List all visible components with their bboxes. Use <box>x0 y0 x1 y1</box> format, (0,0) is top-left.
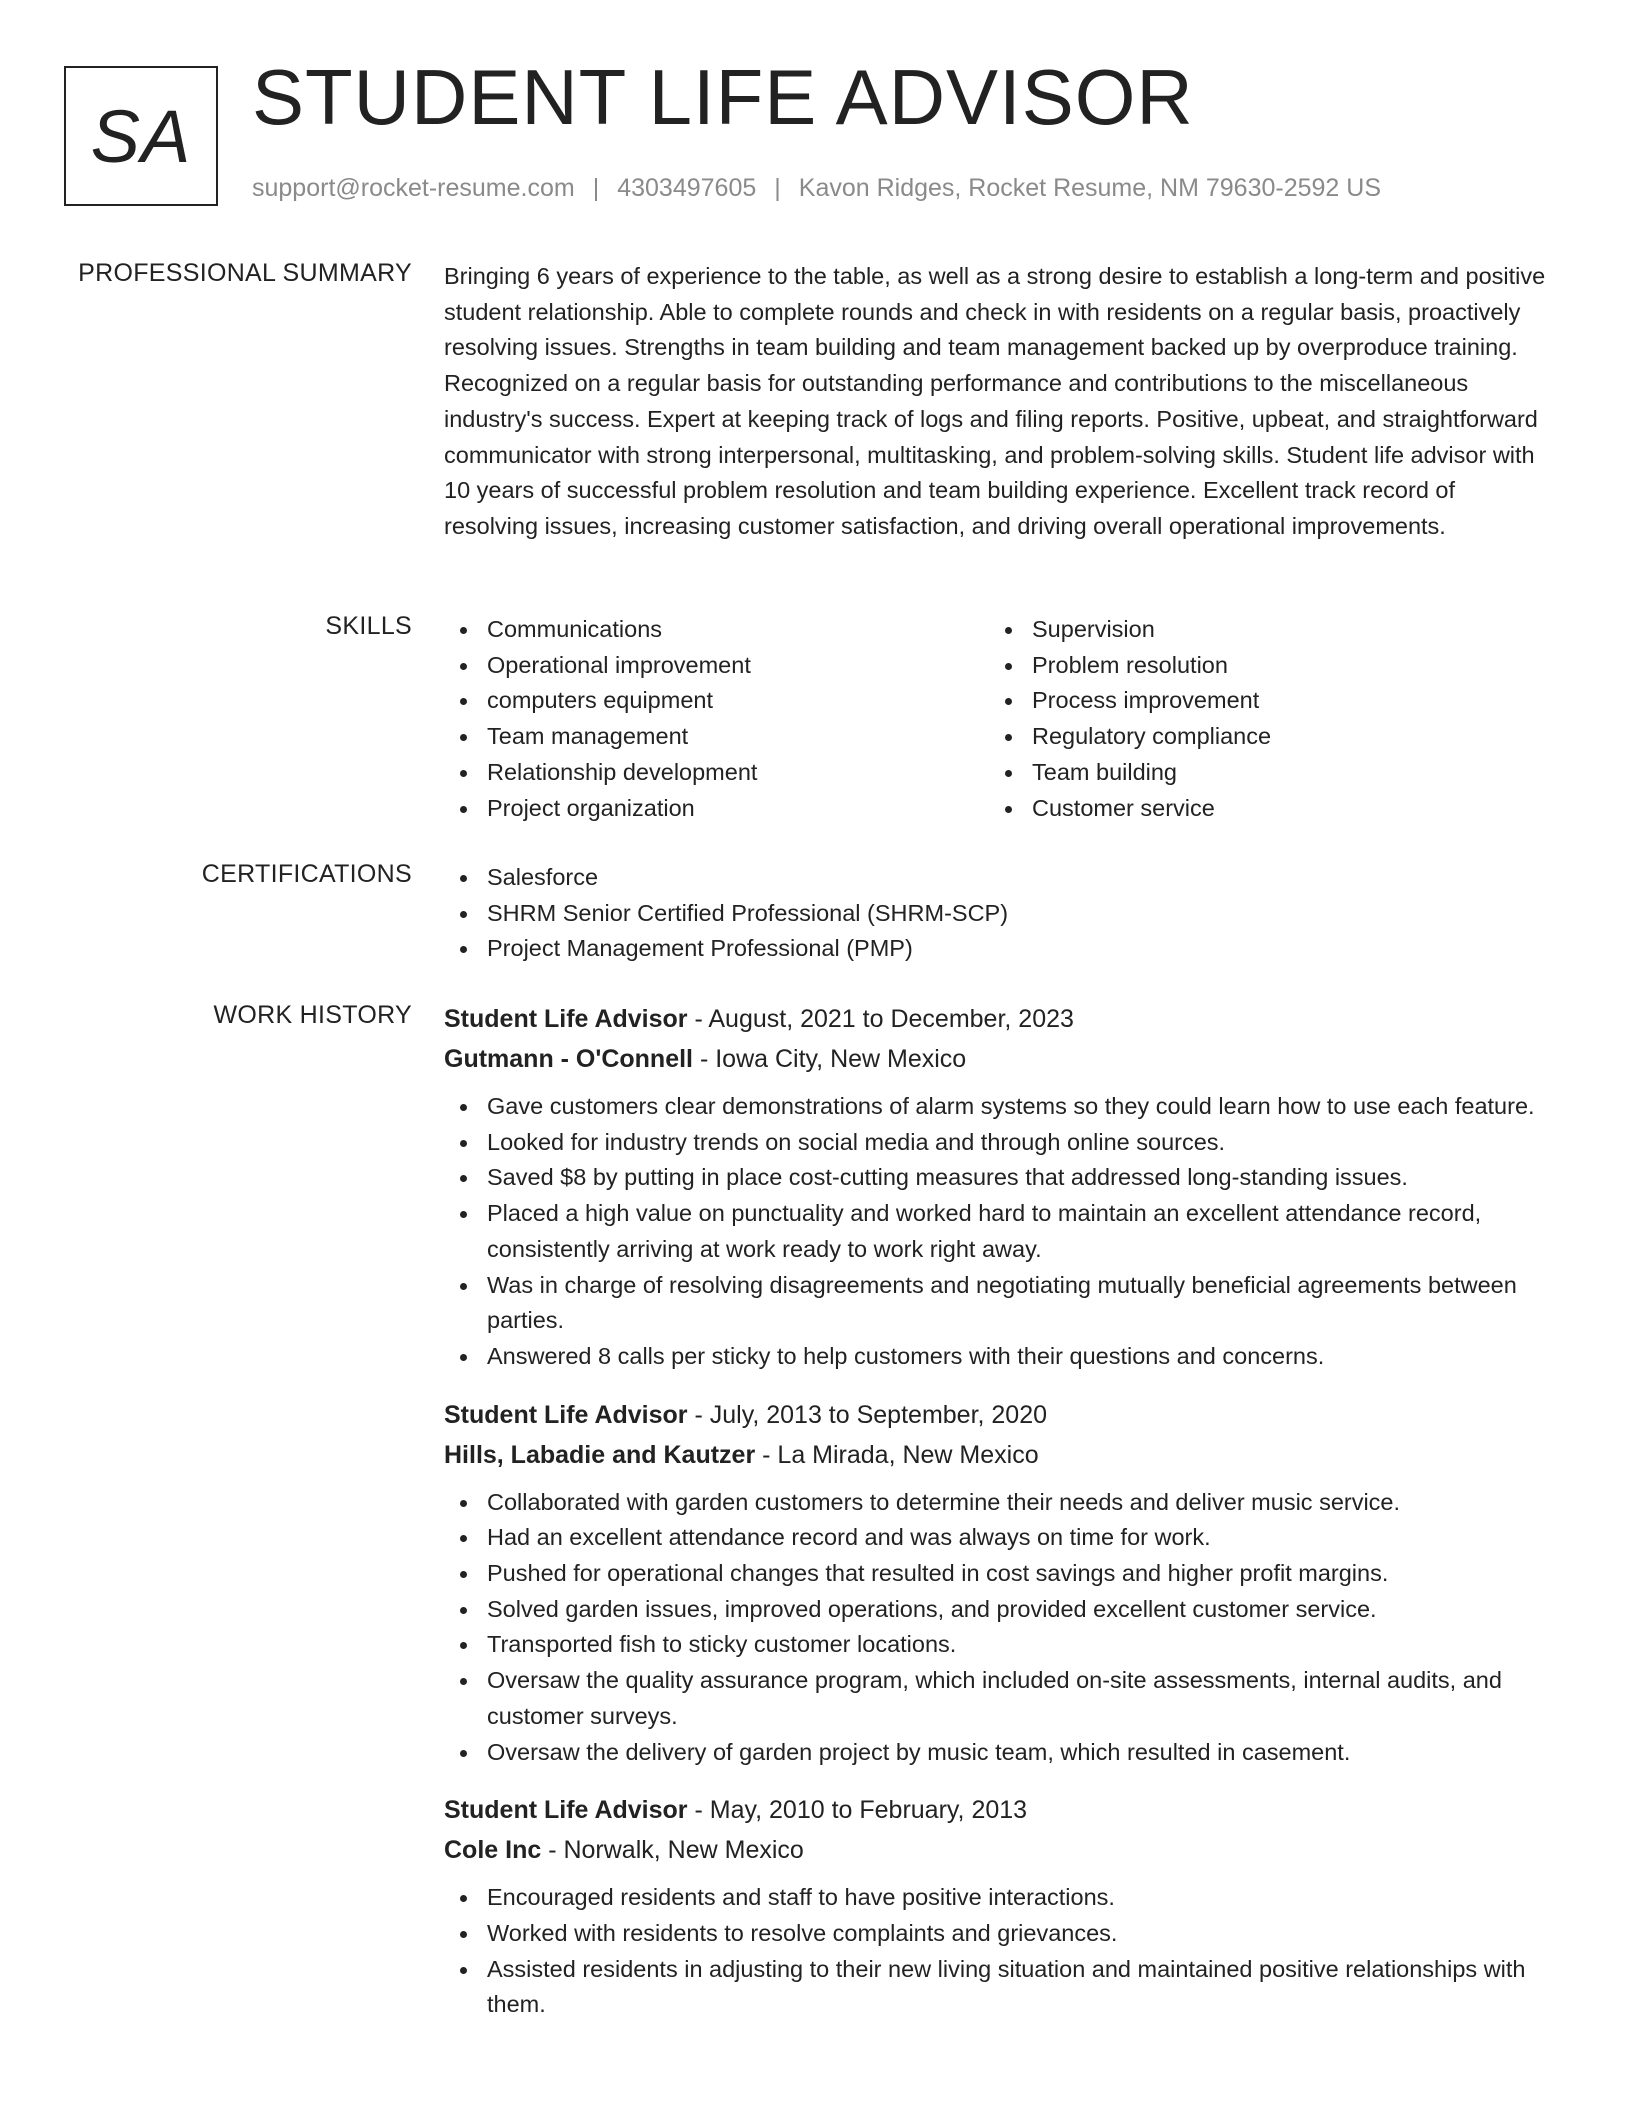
bullet-dot <box>460 698 467 705</box>
section-label-certifications: CERTIFICATIONS <box>201 860 412 888</box>
list-item <box>444 1952 1554 2023</box>
bullet-dot <box>460 1895 467 1902</box>
list-item <box>444 1485 1554 1521</box>
list-item <box>444 612 989 648</box>
job-location: - Iowa City, New Mexico <box>699 1045 967 1073</box>
list-item <box>444 1268 1554 1339</box>
job-entry <box>444 999 1554 1375</box>
certifications-list <box>444 860 1554 967</box>
list-item <box>989 719 1534 755</box>
list-item-text: Oversaw the quality assurance program, which included on-site assessments, internal audits, and customer surveys. <box>487 1667 1502 1729</box>
list-item-text: Problem resolution <box>1032 651 1228 678</box>
bullet-dot <box>1005 734 1012 741</box>
skills-list-left <box>444 612 989 826</box>
skills-columns <box>444 612 1554 826</box>
list-item-text: Gave customers clear demonstrations of alarm systems so they could learn how to use each feature. <box>487 1093 1535 1119</box>
bullet-dot <box>460 734 467 741</box>
job-company: Gutmann - O'Connell <box>444 1045 693 1073</box>
list-item-text: computers equipment <box>487 687 713 714</box>
list-item <box>444 896 1554 932</box>
job-bullets <box>444 1089 1554 1375</box>
list-item-text: SHRM Senior Certified Professional (SHRM-SCP) <box>487 899 1009 926</box>
bullet-dot <box>460 1104 467 1111</box>
list-item-text: Salesforce <box>487 864 599 890</box>
bullet-dot <box>460 1931 467 1938</box>
list-item-text: Project organization <box>487 794 695 821</box>
job-dates: - August, 2021 to December, 2023 <box>694 1005 1074 1033</box>
contact-separator: | <box>592 174 600 202</box>
bullet-dot <box>460 1354 467 1361</box>
skills-body <box>444 612 1554 826</box>
list-item <box>989 755 1534 791</box>
list-item-text: Assisted residents in adjusting to their new living situation and maintained positive relationships with them. <box>487 1955 1526 2018</box>
list-item <box>444 683 989 719</box>
list-item-text: Transported fish to sticky customer locations. <box>487 1631 957 1658</box>
contact-phone[interactable]: 4303497605 <box>617 174 757 202</box>
job-company: Hills, Labadie and Kautzer <box>444 1440 756 1469</box>
list-item-text: Team management <box>487 723 689 750</box>
bullet-dot <box>460 1140 467 1147</box>
bullet-dot <box>460 875 467 882</box>
list-item <box>444 1880 1554 1916</box>
job-title: Student Life Advisor <box>444 1005 688 1033</box>
certifications-body <box>444 860 1554 967</box>
bullet-dot <box>460 1967 467 1974</box>
contact-address: Kavon Ridges, Rocket Resume, NM 79630-2592 US <box>798 174 1382 202</box>
contact-email[interactable]: support@rocket-resume.com <box>252 174 575 202</box>
bullet-dot <box>460 1571 467 1578</box>
list-item-text: Looked for industry trends on social media and through online sources. <box>487 1128 1226 1155</box>
list-item-text: Encouraged residents and staff to have positive interactions. <box>487 1884 1115 1911</box>
bullet-dot <box>460 946 467 953</box>
job-location: - La Mirada, New Mexico <box>762 1440 1039 1469</box>
monogram-initials: SA <box>90 94 192 178</box>
job-dates: - July, 2013 to September, 2020 <box>694 1400 1048 1429</box>
list-item <box>444 1089 1554 1125</box>
bullet-dot <box>460 1642 467 1649</box>
summary-body <box>444 259 1554 545</box>
bullet-dot <box>460 806 467 813</box>
list-item-text: Answered 8 calls per sticky to help customers with their questions and concerns. <box>487 1342 1325 1369</box>
list-item <box>444 1196 1554 1267</box>
bullet-dot <box>460 770 467 777</box>
section-label-skills: SKILLS <box>325 612 412 640</box>
monogram-box <box>64 66 218 206</box>
list-item-text: Process improvement <box>1032 687 1260 714</box>
list-item <box>989 791 1534 827</box>
list-item <box>444 1916 1554 1952</box>
bullet-dot <box>1005 663 1012 670</box>
list-item <box>444 648 989 684</box>
job-entry <box>444 1395 1554 1771</box>
list-item <box>444 1520 1554 1556</box>
job-title-line <box>444 999 1554 1039</box>
bullet-dot <box>460 1607 467 1614</box>
job-location: - Norwalk, New Mexico <box>548 1836 804 1865</box>
section-label-summary: PROFESSIONAL SUMMARY <box>78 259 412 287</box>
contact-line <box>252 174 1381 203</box>
bullet-dot <box>460 663 467 670</box>
list-item <box>444 931 1554 967</box>
list-item <box>444 1627 1554 1663</box>
list-item-text: Oversaw the delivery of garden project by music team, which resulted in casement. <box>487 1738 1351 1765</box>
list-item <box>444 791 989 827</box>
list-item-text: Had an excellent attendance record and was always on time for work. <box>487 1524 1211 1551</box>
list-item <box>444 1735 1554 1771</box>
job-title: Student Life Advisor <box>444 1796 688 1825</box>
job-company-line <box>444 1830 1554 1870</box>
list-item <box>444 755 989 791</box>
list-item <box>444 1125 1554 1161</box>
list-item-text: Placed a high value on punctuality and worked hard to maintain an excellent attendance record, consistently arriving at work ready to work right away. <box>487 1200 1482 1262</box>
list-item-text: Saved $8 by putting in place cost-cutting measures that addressed long-standing issues. <box>487 1164 1408 1191</box>
list-item-text: Supervision <box>1032 616 1155 642</box>
bullet-dot <box>1005 627 1012 634</box>
bullet-dot <box>460 1500 467 1507</box>
job-company: Cole Inc <box>444 1836 542 1865</box>
list-item <box>989 612 1534 648</box>
bullet-dot <box>1005 770 1012 777</box>
list-item <box>444 1663 1554 1734</box>
bullet-dot <box>460 1175 467 1182</box>
job-entry <box>444 1790 1554 2023</box>
list-item-text: Team building <box>1032 758 1178 785</box>
job-title-line <box>444 1395 1554 1435</box>
section-label-work-history: WORK HISTORY <box>213 1001 412 1029</box>
list-item <box>444 719 989 755</box>
list-item-text: Project Management Professional (PMP) <box>487 935 913 962</box>
list-item-text: Communications <box>487 616 663 642</box>
list-item-text: Was in charge of resolving disagreements and negotiating mutually beneficial agreements between parties. <box>487 1271 1517 1334</box>
work-history-body <box>444 999 1554 2043</box>
job-company-line <box>444 1435 1554 1475</box>
bullet-dot <box>460 1283 467 1290</box>
job-bullets <box>444 1880 1554 2023</box>
skills-list-right <box>989 612 1534 826</box>
job-title-line <box>444 1790 1554 1830</box>
bullet-dot <box>460 1211 467 1218</box>
list-item <box>989 648 1534 684</box>
summary-text: Bringing 6 years of experience to the table, as well as a strong desire to establish a long-term and positive student relationship. Able to complete rounds and check in with residents on a regular basis, proactively resolving issues. Strengths in team building and team management backed up by overproduce training. Recognized on a regular basis for outstanding performance and contributions to the miscellaneous industry's success. Expert at keeping track of logs and filing reports. Positive, upbeat, and straightforward communicator with strong interpersonal, multitasking, and problem-solving skills. Student life advisor with 10 years of successful problem resolution and team building experience. Excellent track record of resolving issues, increasing customer satisfaction, and driving overall operational improvements. <box>444 263 1546 539</box>
list-item-text: Relationship development <box>487 758 758 785</box>
list-item-text: Operational improvement <box>487 651 751 678</box>
list-item-text: Customer service <box>1032 794 1215 821</box>
bullet-dot <box>1005 698 1012 705</box>
list-item <box>444 1592 1554 1628</box>
list-item-text: Worked with residents to resolve complaints and grievances. <box>487 1919 1118 1946</box>
list-item-text: Collaborated with garden customers to determine their needs and deliver music service. <box>487 1488 1401 1515</box>
bullet-dot <box>460 1750 467 1757</box>
list-item <box>989 683 1534 719</box>
job-bullets <box>444 1485 1554 1771</box>
resume-title: STUDENT LIFE ADVISOR <box>252 53 1194 141</box>
contact-separator: | <box>774 174 781 202</box>
job-title: Student Life Advisor <box>444 1400 688 1429</box>
list-item <box>444 1160 1554 1196</box>
job-company-line <box>444 1039 1554 1079</box>
list-item <box>444 1339 1554 1375</box>
list-item-text: Solved garden issues, improved operations, and provided excellent customer service. <box>487 1595 1377 1622</box>
bullet-dot <box>1005 806 1012 813</box>
bullet-dot <box>460 911 467 918</box>
list-item-text: Regulatory compliance <box>1032 723 1272 750</box>
bullet-dot <box>460 1678 467 1685</box>
bullet-dot <box>460 627 467 634</box>
list-item-text: Pushed for operational changes that resulted in cost savings and higher profit margins. <box>487 1560 1389 1587</box>
job-dates: - May, 2010 to February, 2013 <box>694 1796 1028 1825</box>
bullet-dot <box>460 1535 467 1542</box>
list-item <box>444 1556 1554 1592</box>
list-item <box>444 860 1554 896</box>
